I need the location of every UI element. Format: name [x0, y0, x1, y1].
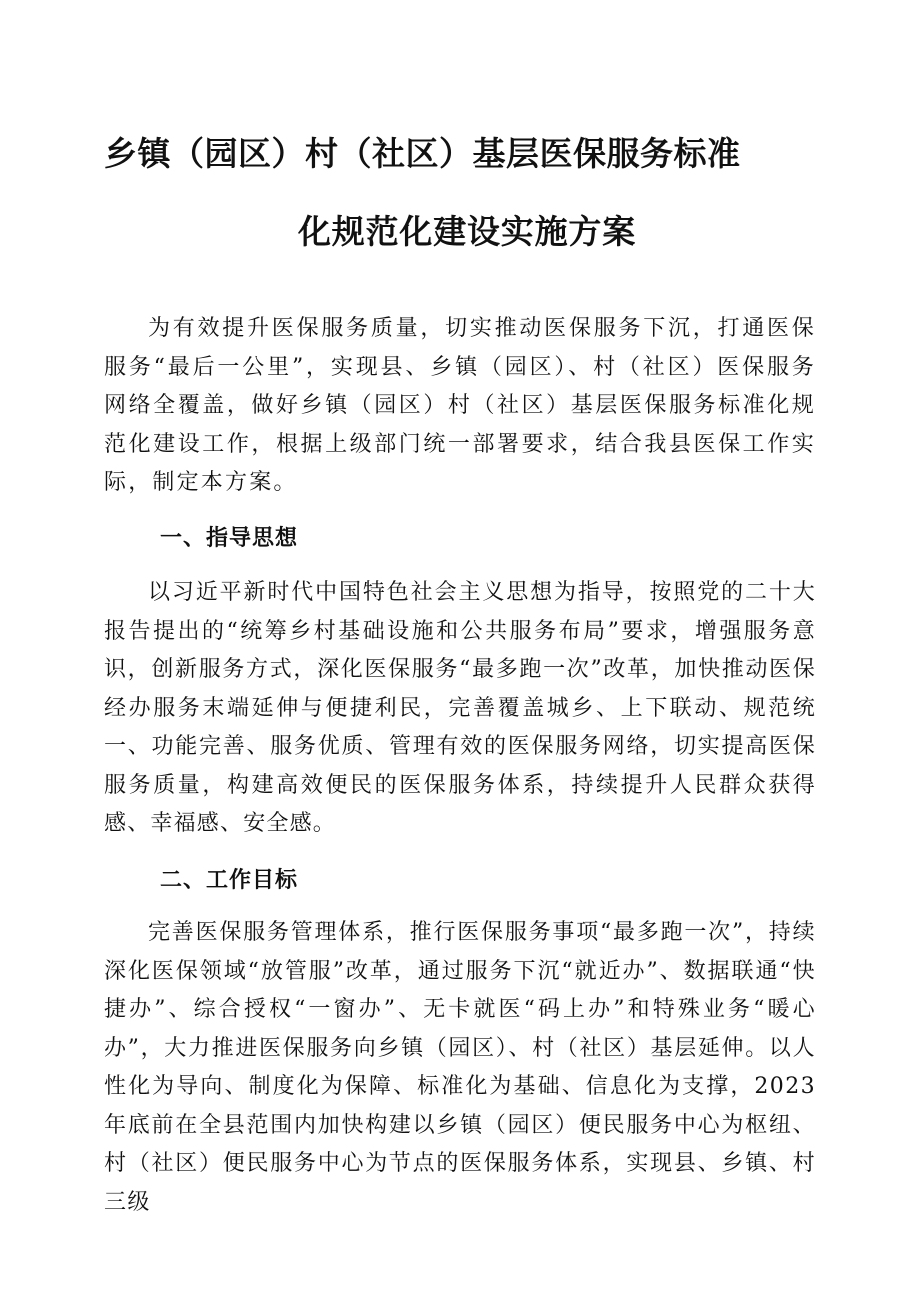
section-heading-guiding-ideology: 一、指导思想: [160, 526, 299, 551]
document-title-line-2: 化规范化建设实施方案: [298, 212, 636, 251]
intro-paragraph: 为有效提升医保服务质量，切实推动医保服务下沉，打通医保服务“最后一公里”，实现县、乡镇（园区）、村（社区）医保服务网络全覆盖，做好乡镇（园区）村（社区）基层医保服务标准化规范化建设工作，根据上级部门统一部署要求，结合我县医保工作实际，制定本方案。: [104, 316, 816, 495]
section-heading-work-goals: 二、工作目标: [160, 868, 299, 893]
section-body-work-goals: 完善医保服务管理体系，推行医保服务事项“最多跑一次”，持续深化医保领域“放管服”改革，通过服务下沉“就近办”、数据联通“快捷办”、综合授权“一窗办”、无卡就医“码上办”和特殊业务“暖心办”，大力推进医保服务向乡镇（园区）、村（社区）基层延伸。以人性化为导向、制度化为保障、标准化为基础、信息化为支撑，2023年底前在全县范围内加快构建以乡镇（园区）便民服务中心为枢纽、村（社区）便民服务中心为节点的医保服务体系，实现县、乡镇、村三级: [104, 920, 816, 1215]
document-title-line-1: 乡镇（园区）村（社区）基层医保服务标准: [104, 134, 741, 173]
section-body-guiding-ideology: 以习近平新时代中国特色社会主义思想为指导，按照党的二十大报告提出的“统筹乡村基础设施和公共服务布局”要求，增强服务意识，创新服务方式，深化医保服务“最多跑一次”改革，加快推动医保经办服务末端延伸与便捷利民，完善覆盖城乡、上下联动、规范统一、功能完善、服务优质、管理有效的医保服务网络，切实提高医保服务质量，构建高效便民的医保服务体系，持续提升人民群众获得感、幸福感、安全感。: [104, 580, 816, 836]
